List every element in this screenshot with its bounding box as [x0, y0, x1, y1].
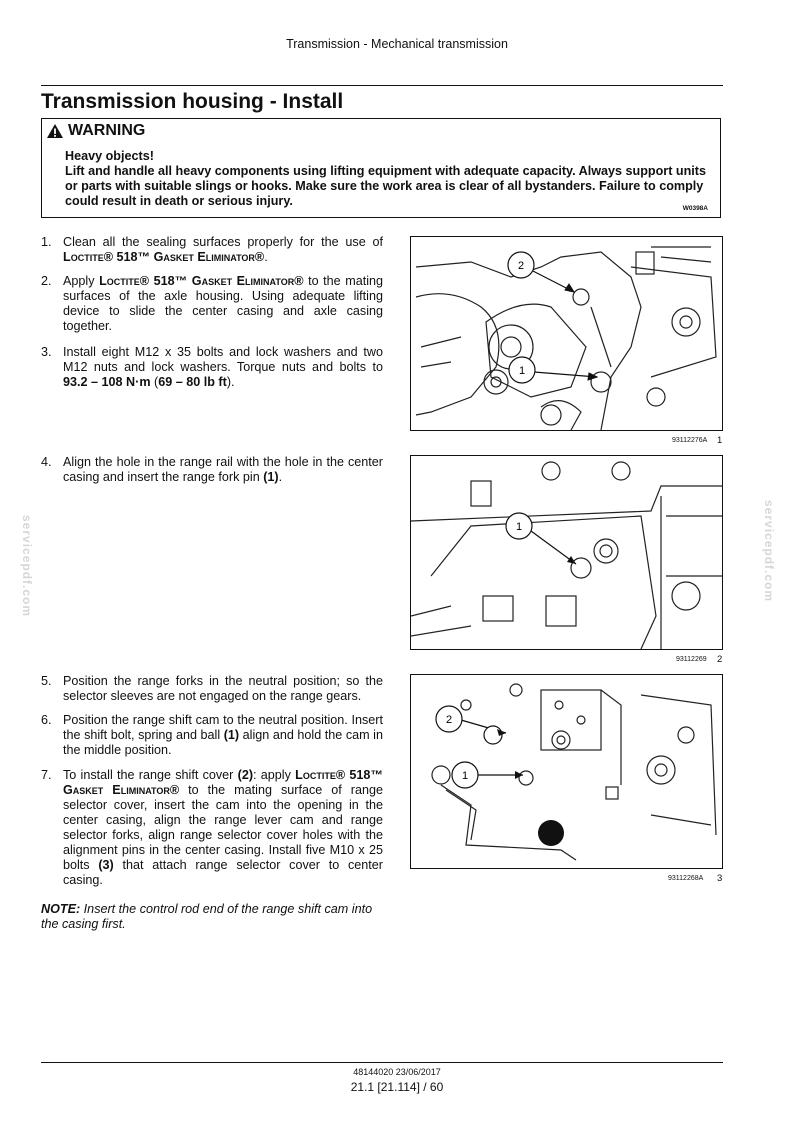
step-text-part: ( — [150, 375, 159, 389]
torque-value-lbft: 69 – 80 lb ft — [158, 375, 227, 389]
product-name: Loctite® 518™ Gasket Eliminator® — [63, 250, 265, 264]
step-text-part: Apply — [63, 274, 100, 288]
step-text-part: . — [278, 470, 283, 484]
step-text — [63, 713, 383, 758]
warning-text: Lift and handle all heavy components using lifting equipment with adequate capacity. Always support units or parts with suitable slings or hooks. Make sure the work area is clear of all bystanders. Failure to comply could result in death or serious injury. — [65, 164, 706, 208]
step-5 — [41, 674, 383, 704]
step-text-part: to the mating surfaces of the axle housing. Using adequate lifting device to slide the center casing and axle casing together. — [63, 274, 384, 333]
step-text — [63, 274, 383, 334]
step-text — [63, 455, 383, 485]
note-text: Insert the control rod end of the range shift cam into the casing first. — [41, 902, 373, 931]
step-number: 1. — [41, 235, 52, 249]
warning-subheading: Heavy objects! — [65, 149, 154, 163]
figure-3-number: 3 — [717, 873, 723, 884]
figure-1-code: 93112276A — [672, 437, 708, 444]
callout-1: 1 — [518, 365, 526, 377]
warning-box — [41, 118, 721, 218]
step-number: 6. — [41, 713, 52, 727]
footer-rule — [41, 1062, 723, 1063]
header-rule — [41, 85, 723, 86]
step-number: 4. — [41, 455, 52, 469]
note — [41, 902, 383, 932]
figure-3-code: 93112268A — [668, 875, 704, 882]
step-number: 3. — [41, 345, 52, 359]
step-number: 2. — [41, 274, 52, 288]
step-text — [63, 235, 383, 265]
watermark-left: servicepdf.com — [20, 515, 34, 618]
warning-heading — [46, 122, 145, 140]
range-fork-pin-illustration — [411, 456, 722, 649]
footer-page-number: 21.1 [21.114] / 60 — [350, 1080, 444, 1094]
step-text-part: Install eight M12 x 35 bolts and lock washers and two M12 nuts and lock washers. Torque nuts and bolts to — [63, 345, 383, 374]
transmission-housing-illustration — [411, 237, 722, 430]
figure-2-number: 2 — [717, 654, 723, 665]
step-text-part: Align the hole in the range rail with the hole in the center casing and insert the range fork pin — [63, 455, 383, 484]
step-text-part: that attach range selector cover to center casing. — [63, 858, 383, 887]
warning-code: W0398A — [682, 205, 708, 212]
callout-2: 2 — [445, 714, 453, 726]
step-text-part: To install the range shift cover — [63, 768, 238, 782]
warning-label: WARNING — [68, 122, 146, 139]
figure-3-image — [410, 674, 723, 869]
step-text-part: ). — [226, 375, 235, 389]
callout-2: 2 — [517, 260, 525, 272]
footer-doc-id: 48144020 23/06/2017 — [353, 1067, 441, 1077]
step-text-part: align and hold the cam in the middle position. — [63, 728, 383, 757]
callout-ref: (2) — [237, 768, 254, 782]
watermark-right: servicepdf.com — [762, 500, 776, 603]
product-name: Loctite® 518™ Gasket Eliminator® — [63, 768, 384, 797]
warning-triangle-icon — [46, 123, 64, 139]
note-label: NOTE: — [41, 902, 81, 916]
range-shift-cover-illustration — [411, 675, 722, 868]
callout-ref: (1) — [263, 470, 279, 484]
step-number: 7. — [41, 768, 52, 782]
step-3 — [41, 345, 383, 390]
step-text — [63, 768, 383, 888]
figure-1-image — [410, 236, 723, 431]
figure-1-number: 1 — [717, 435, 723, 446]
page-header: Transmission - Mechanical transmission — [286, 37, 508, 51]
warning-body — [65, 149, 715, 209]
step-text — [63, 345, 383, 390]
callout-1: 1 — [515, 521, 523, 533]
step-number: 5. — [41, 674, 52, 688]
step-text-part: Position the range shift cam to the neutral position. Insert the shift bolt, spring and ball — [63, 713, 383, 742]
callout-ref: (3) — [98, 858, 114, 872]
step-6 — [41, 713, 383, 758]
figure-2-code: 93112269 — [676, 656, 707, 663]
step-1 — [41, 235, 383, 265]
figure-2-image — [410, 455, 723, 650]
product-name: Loctite® 518™ Gasket Eliminator® — [99, 274, 304, 288]
step-7 — [41, 768, 383, 888]
step-text-part: . — [264, 250, 268, 264]
step-text-part: : apply — [253, 768, 296, 782]
step-text: Position the range forks in the neutral position; so the selector sleeves are not engaged on the range gears. — [63, 674, 383, 703]
page-title: Transmission housing - Install — [41, 90, 344, 113]
step-text-part: to the mating surface of range selector cover, insert the cam into the opening in the center casing, align the range lever cam and range selector forks, align range selector cover holes with the alignment pins in the center casing. Install five M10 x 25 bolts — [63, 783, 383, 872]
torque-value-nm: 93.2 – 108 N·m — [63, 375, 151, 389]
callout-ref: (1) — [223, 728, 240, 742]
step-2 — [41, 274, 383, 334]
callout-1: 1 — [461, 770, 469, 782]
step-4 — [41, 455, 383, 485]
step-text-part: Clean all the sealing surfaces properly for the use of — [63, 235, 383, 249]
